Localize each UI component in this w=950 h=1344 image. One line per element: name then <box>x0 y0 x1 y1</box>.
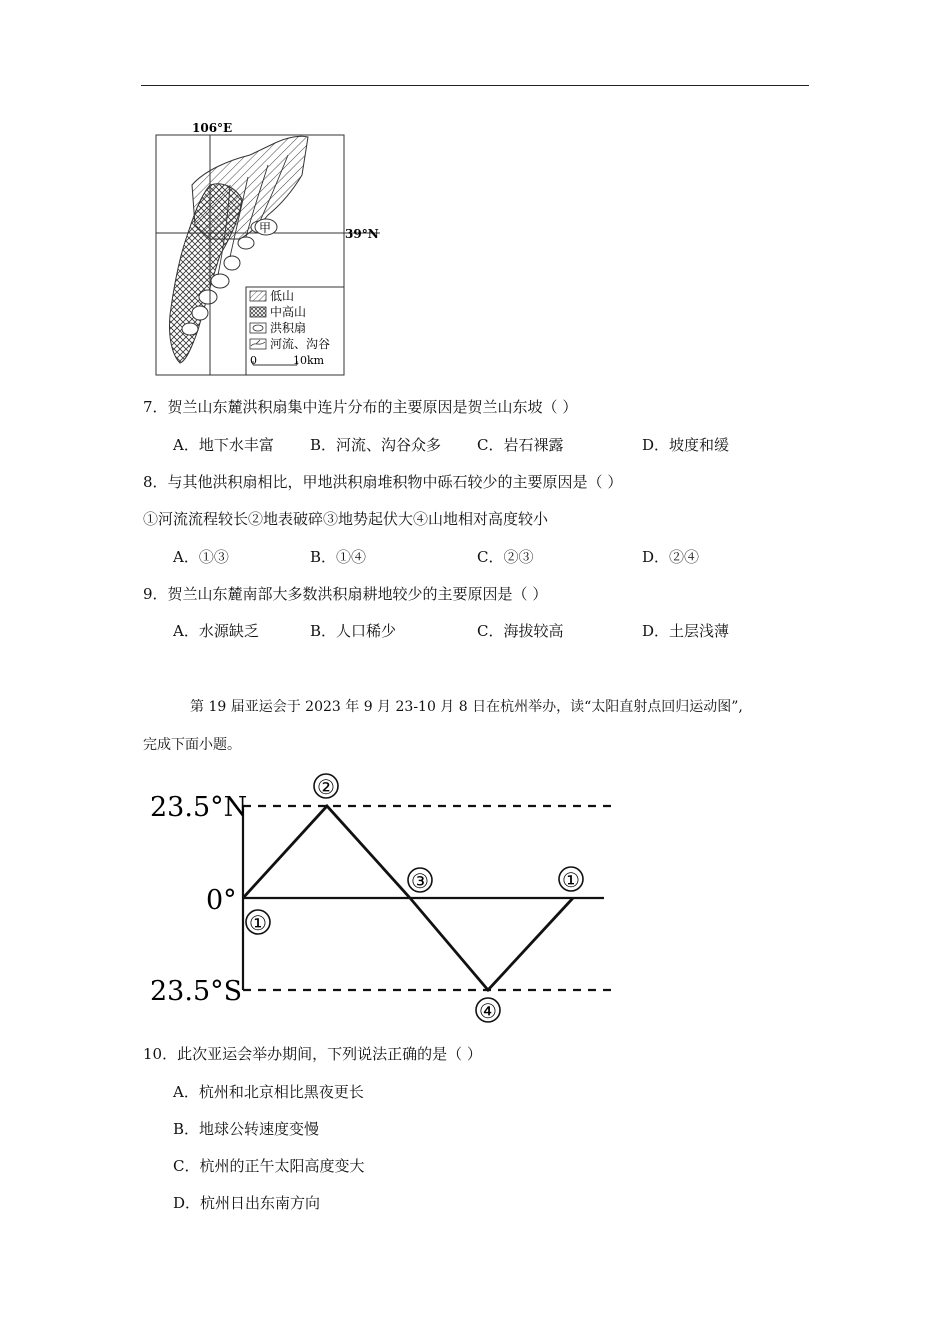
scale-end: 10km <box>293 354 325 367</box>
q8-option-b[interactable]: B．①④ <box>310 548 367 566</box>
point-3: ③ <box>411 869 429 893</box>
q9-option-c[interactable]: C．海拔较高 <box>477 622 564 640</box>
sun-migration-chart <box>140 768 630 1030</box>
q9-stem: 9．贺兰山东麓南部大多数洪积扇耕地较少的主要原因是（ ） <box>143 585 548 603</box>
q8-option-c[interactable]: C．②③ <box>477 548 534 566</box>
legend-mid-high-mountain: 中高山 <box>270 305 307 319</box>
lat-north-label: 23.5°N <box>150 792 248 823</box>
q10-option-d[interactable]: D．杭州日出东南方向 <box>173 1194 321 1212</box>
latitude-label: 39°N <box>345 227 379 241</box>
legend-river-valley: 河流、沟谷 <box>270 337 331 351</box>
q8-stem: 8．与其他洪积扇相比，甲地洪积扇堆积物中砾石较少的主要原因是（ ） <box>143 473 623 491</box>
q7-option-d[interactable]: D．坡度和缓 <box>642 436 730 454</box>
q9-option-a[interactable]: A．水源缺乏 <box>173 622 259 640</box>
q10-option-a[interactable]: A．杭州和北京相比黑夜更长 <box>173 1083 364 1101</box>
equator-label: 0° <box>206 885 237 916</box>
q7-stem: 7．贺兰山东麓洪积扇集中连片分布的主要原因是贺兰山东坡（ ） <box>143 398 578 416</box>
point-1-start: ① <box>249 911 267 935</box>
q9-option-d[interactable]: D．土层浅薄 <box>642 622 730 640</box>
q8-option-a[interactable]: A．①③ <box>173 548 229 566</box>
header-rule <box>141 85 809 86</box>
point-4: ④ <box>479 999 497 1023</box>
legend-low-mountain: 低山 <box>270 289 295 303</box>
longitude-label: 106°E <box>192 121 233 135</box>
q7-option-b[interactable]: B．河流、沟谷众多 <box>310 436 442 454</box>
q8-statements: ①河流流程较长②地表破碎③地势起伏大④山地相对高度较小 <box>143 510 549 528</box>
site-label-jia: 甲 <box>259 221 272 235</box>
point-2: ② <box>317 775 335 799</box>
q10-option-b[interactable]: B．地球公转速度变慢 <box>173 1120 320 1138</box>
lat-south-label: 23.5°S <box>150 976 243 1007</box>
q7-option-c[interactable]: C．岩石裸露 <box>477 436 564 454</box>
intro-line-1: 第 19 届亚运会于 2023 年 9 月 23-10 月 8 日在杭州举办，读“太阳直射点回归运动图”, <box>190 699 743 715</box>
scale-zero: 0 <box>250 354 257 367</box>
q8-option-d[interactable]: D．②④ <box>642 548 700 566</box>
q9-option-b[interactable]: B．人口稀少 <box>310 622 397 640</box>
point-1-end: ① <box>562 868 580 892</box>
q7-option-a[interactable]: A．地下水丰富 <box>173 436 274 454</box>
q10-stem: 10．此次亚运会举办期间，下列说法正确的是（ ） <box>143 1045 482 1063</box>
intro-line-2: 完成下面小题。 <box>143 737 241 753</box>
q10-option-c[interactable]: C．杭州的正午太阳高度变大 <box>173 1157 365 1175</box>
legend-alluvial-fan: 洪积扇 <box>270 321 307 335</box>
mid-high-mountain-area <box>169 184 242 363</box>
helan-mountain-map <box>150 115 390 380</box>
